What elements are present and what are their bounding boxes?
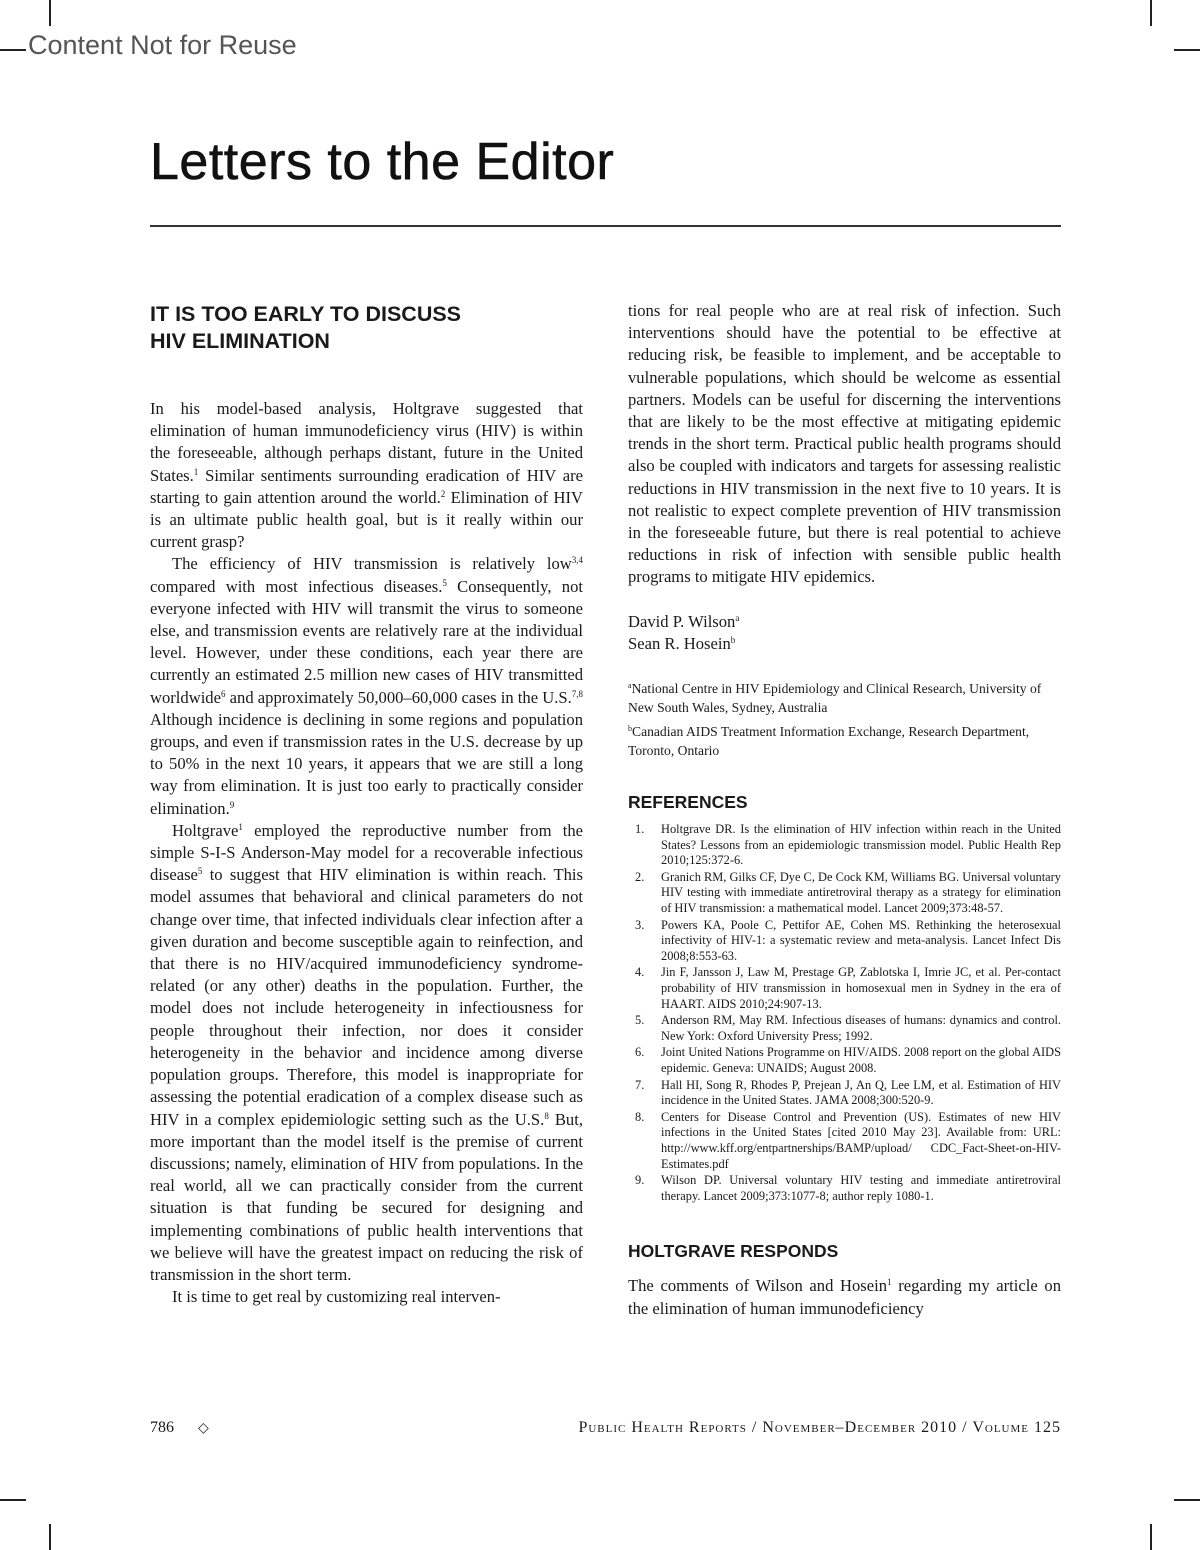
- reference-list: [628, 822, 1061, 1204]
- right-column: [628, 300, 1061, 1320]
- left-column: [150, 300, 583, 1308]
- reference-text: Wilson DP. Universal voluntary HIV testing and immediate antiretroviral therapy. Lancet 2009;373:1077-8; author reply 1080-1.: [661, 1173, 1061, 1203]
- author-list: [628, 611, 1061, 655]
- letter-paragraph-3: Holtgrave$^1$ employed the reproductive number from the simple S-I-S Anderson-May model for a recoverable infectious disease$^5$ to suggest that HIV elimination is within reach. This model assumes that behavioral and clinical parameters do not change over time, that infected individuals clear infection after a given duration and become susceptible again to reinfection, and that there is no HIV/acquired immunodeficiency syndrome-related (or any other) deaths in the population. Further, the model does not include heterogeneity in infectiousness for people throughout their infection, nor does it consider heterogeneity in the behavior and incidence among diverse population groups. Therefore, this model is inappropriate for assessing the potential eradication of a complex disease such as HIV in a complex epidemiologic setting such as the U.S.$^8$ But, more important than the model itself is the premise of current discussions; namely, elimination of HIV from populations. In the real world, all we can practically consider from the current situation is that funding be secured for designing and implementing combinations of public health interventions that we believe will have the greatest impact on reducing the risk of transmission in the short term.: [150, 820, 583, 1284]
- author-name: David P. Wilson$^a$: [628, 611, 740, 631]
- reference-text: Jin F, Jansson J, Law M, Prestage GP, Zablotska I, Imrie JC, et al. Per-contact probability of HIV transmission in homosexual men in Sydney in the era of HAART. AIDS 2010;24:907-13.: [661, 965, 1061, 1011]
- crop-mark: [1150, 0, 1152, 26]
- crop-mark: [1174, 1499, 1200, 1501]
- diamond-icon: ◇: [198, 1420, 209, 1436]
- page-title: Letters to the Editor: [150, 133, 615, 191]
- reference-item: [628, 870, 1061, 917]
- citation: 3,4: [571, 555, 583, 566]
- affiliation-list: [628, 680, 1061, 760]
- citation: 7,8: [571, 688, 583, 699]
- reference-number: 4.: [635, 965, 645, 980]
- letter-heading-line2: HIV ELIMINATION: [150, 329, 330, 353]
- page-number: 786: [150, 1419, 174, 1436]
- reference-number: 5.: [635, 1013, 645, 1028]
- author-name: Sean R. Hosein$^b$: [628, 633, 736, 653]
- journal-citation: Public Health Reports / November–December 2010 / Volume 125: [578, 1419, 1061, 1436]
- affiliation: $^b$Canadian AIDS Treatment Information Exchange, Research Department, Toronto, Ontario: [628, 724, 1030, 758]
- watermark: Content Not for Reuse: [28, 30, 297, 60]
- reference-number: 6.: [635, 1045, 645, 1060]
- citation: 6: [220, 688, 226, 699]
- reference-text: Joint United Nations Programme on HIV/AIDS. 2008 report on the global AIDS epidemic. Geneva: UNAIDS; August 2008.: [661, 1045, 1061, 1075]
- reference-number: 2.: [635, 869, 645, 884]
- reference-text: Centers for Disease Control and Prevention (US). Estimates of new HIV infections in the United States [cited 2010 May 23]. Available from: URL: http://www.kff.org/entpartnerships/BAMP/upload/ CDC_Fact-Sheet-on-HIV-Estimates.pdf: [661, 1109, 1061, 1171]
- citation: 5: [442, 577, 447, 588]
- reference-item: [628, 918, 1061, 965]
- letter-paragraph-1: In his model-based analysis, Holtgrave suggested that elimination of human immunodeficiency virus (HIV) is within the foreseeable, although perhaps distant, future in the United States.$^1$ Similar sentiments surrounding eradication of HIV are starting to gain attention around the world.$^2$ Elimination of HIV is an ultimate public health goal, but is it really within our current grasp?: [150, 399, 583, 552]
- reference-item: [628, 965, 1061, 1012]
- reference-item: [628, 1173, 1061, 1204]
- reference-item: [628, 1045, 1061, 1076]
- citation: 8: [544, 1110, 549, 1121]
- crop-mark: [49, 1524, 51, 1550]
- citation: 1: [193, 466, 199, 477]
- crop-mark: [1150, 1524, 1152, 1550]
- letter-heading: [150, 301, 583, 355]
- page-footer: [150, 1416, 1061, 1440]
- citation: 2: [440, 488, 446, 499]
- reference-text: Hall HI, Song R, Rhodes P, Prejean J, An Q, Lee LM, et al. Estimation of HIV incidence in the United States. JAMA 2008;300:520-9.: [661, 1077, 1061, 1108]
- citation: 9: [229, 799, 235, 810]
- reference-item: [628, 822, 1061, 869]
- reference-item: [628, 1078, 1061, 1109]
- reference-text: Powers KA, Poole C, Pettifor AE, Cohen MS. Rethinking the heterosexual infectivity of HIV-1: a systematic review and meta-analysis. Lancet Infect Dis 2008;8:553-63.: [661, 917, 1061, 963]
- reference-number: 3.: [635, 917, 645, 932]
- reference-item: [628, 1110, 1061, 1172]
- letter-heading-line1: IT IS TOO EARLY TO DISCUSS: [150, 302, 462, 326]
- reference-number: 7.: [635, 1077, 645, 1092]
- crop-mark: [49, 0, 51, 26]
- response-heading: HOLTGRAVE RESPONDS: [628, 1241, 839, 1262]
- letter-paragraph-2: The efficiency of HIV transmission is relatively low$^{3,4}$ compared with most infectious diseases.$^5$ Consequently, not everyone infected with HIV will transmit the virus to someone else, and transmission events are relatively rare at the individual level. However, under these conditions, each year there are currently an estimated 2.5 million new cases of HIV transmitted worldwide$^6$ and approximately 50,000–60,000 cases in the U.S.$^{7,8}$ Although incidence is declining in some regions and population groups, and even if transmission rates in the U.S. decrease by up to 50% in the next 10 years, it appears that we are still a long way from elimination. It is just too early to practically consider elimination.$^9$: [150, 554, 583, 818]
- reference-item: [628, 1013, 1061, 1044]
- crop-mark: [0, 1499, 26, 1501]
- citation: 1: [887, 1277, 892, 1288]
- letter-paragraph-4-continued: tions for real people who are at real risk of infection. Such interventions should have the potential to be effective at reducing risk, be feasible to implement, and be acceptable to vulnerable populations, which should be welcome as essential partners. Models can be useful for discerning the interventions that are likely to be the most effective at mitigating epidemic trends in the short term. Practical public health programs should also be coupled with indicators and targets for assessing realistic reductions in HIV transmission in the next five to 10 years. It is not realistic to expect complete prevention of HIV transmission in the foreseeable future, but there is real potential to achieve reductions in risk of infection with sensible public health programs to mitigate HIV epidemics.: [628, 301, 1061, 587]
- crop-mark: [1174, 49, 1200, 51]
- reference-number: 9.: [635, 1173, 645, 1188]
- reference-number: 1.: [635, 822, 645, 837]
- crop-mark: [0, 49, 26, 51]
- reference-text: Holtgrave DR. Is the elimination of HIV infection within reach in the United States? Lessons from an epidemiologic transmission model. Public Health Rep 2010;125:372-6.: [661, 822, 1061, 868]
- references-heading: REFERENCES: [628, 792, 748, 813]
- reference-number: 8.: [635, 1109, 645, 1124]
- title-divider: [150, 225, 1061, 227]
- response-paragraph: The comments of Wilson and Hosein$^1$ regarding my article on the elimination of human immunodeficiency: [628, 1276, 1061, 1318]
- letter-paragraph-4-start: It is time to get real by customizing real interven-: [172, 1287, 501, 1307]
- citation: 1: [238, 821, 243, 832]
- reference-text: Anderson RM, May RM. Infectious diseases of humans: dynamics and control. New York: Oxford University Press; 1992.: [661, 1013, 1061, 1043]
- citation: 5: [197, 866, 203, 877]
- affiliation: $^a$National Centre in HIV Epidemiology and Clinical Research, University of New South Wales, Sydney, Australia: [628, 681, 1042, 715]
- reference-text: Granich RM, Gilks CF, Dye C, De Cock KM, Williams BG. Universal voluntary HIV testing with immediate antiretroviral therapy as a strategy for elimination of HIV transmission: a mathematical model. Lancet 2009;373:48-57.: [661, 869, 1061, 916]
